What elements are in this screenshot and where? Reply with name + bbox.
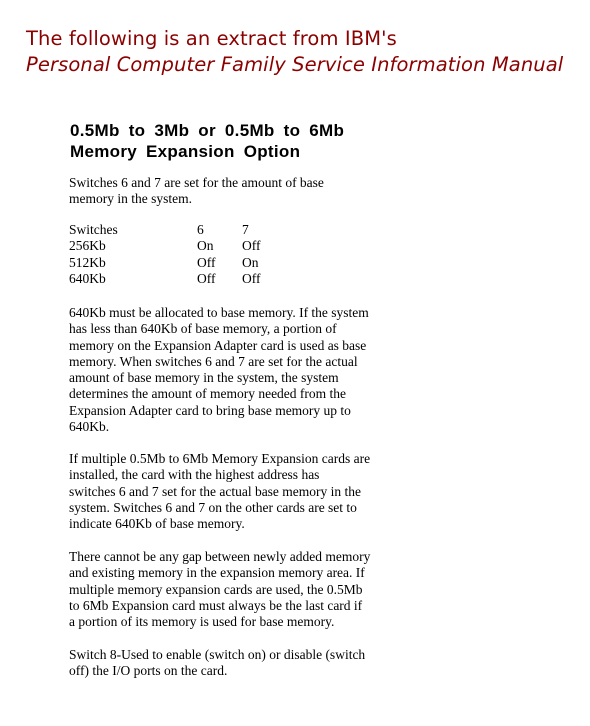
table-cell: 512Kb bbox=[69, 254, 106, 270]
table-cell: Off bbox=[197, 254, 216, 270]
table-cell: 256Kb bbox=[69, 238, 106, 254]
intro-line-1: The following is an extract from IBM's bbox=[26, 27, 397, 50]
paragraph-memory-gap: There cannot be any gap between newly added memory and existing memory in the expansion memory area. If multiple memory expansion cards are used, the 0.5Mb to 6Mb Expansion card must always be the last card if a portion of its memory is used for base memory. bbox=[69, 549, 371, 630]
table-header-cell: Switches bbox=[69, 222, 118, 237]
paragraph-switch-intro: Switches 6 and 7 are set for the amount of base memory in the system. bbox=[69, 175, 324, 207]
paragraph-multiple-cards: If multiple 0.5Mb to 6Mb Memory Expansion cards are installed, the card with the highest address has switches 6 and 7 set for the actual base memory in the system. Switches 6 and 7 on the other cards are set to indicate 640Kb of base memory. bbox=[69, 451, 371, 532]
table-header-cell: 7 bbox=[242, 222, 249, 237]
paragraph-switch-8: Switch 8-Used to enable (switch on) or disable (switch off) the I/O ports on the card. bbox=[69, 647, 366, 679]
paragraph-base-memory: 640Kb must be allocated to base memory. If the system has less than 640Kb of base memory, a portion of memory on the Expansion Adapter card is used as base memory. When switches 6 and 7 are set for the actual amount of base memory in the system, the system determines the amount of memory needed from the Expansion Adapter card to bring base memory up to 640Kb. bbox=[69, 305, 369, 435]
table-cell: Off bbox=[197, 270, 216, 286]
table-header-cell: 6 bbox=[197, 222, 204, 237]
manual-title: Personal Computer Family Service Information Manual bbox=[26, 53, 564, 76]
heading-line-1: 0.5Mb to 3Mb or 0.5Mb to 6Mb bbox=[70, 121, 345, 140]
table-cell: On bbox=[197, 238, 214, 254]
intro-note bbox=[26, 26, 586, 78]
section-heading bbox=[70, 120, 344, 162]
table-cell: On bbox=[242, 254, 259, 270]
table-cell: Off bbox=[242, 238, 261, 254]
table-cell: Off bbox=[242, 270, 261, 286]
heading-line-2: Memory Expansion Option bbox=[70, 142, 301, 161]
table-cell: 640Kb bbox=[69, 270, 106, 286]
